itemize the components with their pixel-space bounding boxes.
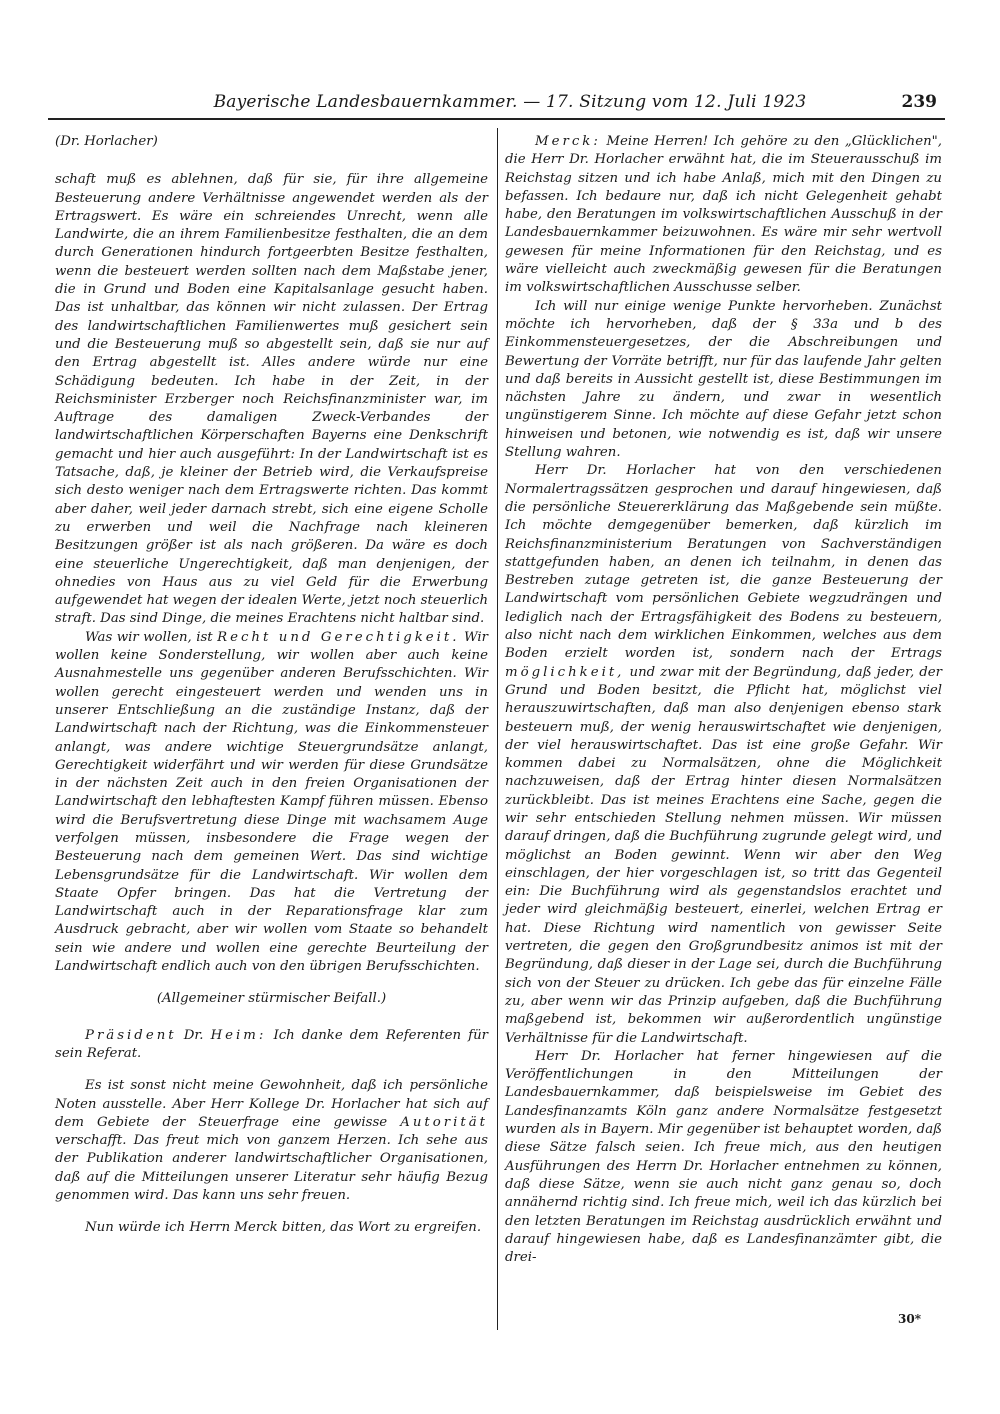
speaker-name: Merck:: [535, 134, 601, 149]
paragraph: Herr Dr. Horlacher hat von den verschiedenen Normalertragssätzen gesprochen und darauf hingewiesen, daß die persönliche Steuererklärung das Maßgebende sein müßte. Ich möchte demgegenüber bemerken, daß kürzlich im Reichsfinanzministerium Beratungen von Sachverständigen stattgefunden haben, an denen ich teilnahm, in denen das Bestreben zutage getreten ist, die ganze Besteuerung der Landwirtschaft vom persönlichen Gebiete wegzudrängen und lediglich nach der Ertragsfähigkeit des Bodens zu besteuern, also nicht nach dem wirklichen Einkommen, welches aus dem Boden erzielt worden ist, sondern nach der Ertrags möglichkeit, und zwar mit der Begründung, daß jeder, der Grund und Boden besitzt, die Pflicht hat, möglichst viel herauszuwirtschaften, daß man also denjenigen ebenso stark besteuern muß, der wenig herauswirtschaftet wie denjenigen, der viel herauswirtschaftet. Das ist eine große Gefahr. Wir kommen dabei zu Normalsätzen, ohne die Möglichkeit nachzuweisen, daß der Ertrag hinter diesen Normalsätzen zurückbleibt. Das ist meines Erachtens eine Sache, gegen die wir sehr entschieden Stellung nehmen müssen. Wir müssen darauf dringen, daß die Buchführung zugrunde gelegt wird, und möglichst an Boden gewinnt. Wenn wir aber den Weg einschlagen, der hier vorgeschlagen ist, so tritt das Gegenteil ein: Die Buchführung wird als gegenstandslos erachtet und jeder wird gleichmäßig besteuert, einerlei, welchen Ertrag er hat. Diese Richtung wird namentlich von gewisser Seite vertreten, die gegen den Großgrundbesitz animos ist mit der Begründung, daß dieser in der Lage sei, durch die Buchführung sich von der Steuer zu drücken. Ich gebe das für einzelne Fälle zu, aber wenn wir das Prinzip aufgeben, daß die Buchführung maßgebend ist, bekommen wir außerordentlich ungünstige Verhältnisse für die Landwirtschaft.: [505, 463, 943, 1046]
emphasized-text: Autorität: [400, 1114, 489, 1130]
column-divider: [497, 128, 498, 1330]
page-number: 239: [901, 92, 937, 112]
paragraph: schaft muß es ablehnen, daß für sie, für ihre allgemeine Besteuerung andere Verhältnisse angewendet werden als der Ertragswert. Es wäre ein schreiendes Unrecht, wenn alle Landwirte, die an ihrem Familienbesitze festhalten, die an dem durch Generationen hindurch fortgeerbten Besitze festhalten, wenn die besteuert werden sollten nach dem Maßstabe jener, die in Grund und Boden eine Kapitalsanlage gesucht haben. Das ist unhaltbar, das können wir nicht zulassen. Der Ertrag des landwirtschaftlichen Familienwertes muß gesichert sein und die Besteuerung muß so abgestellt sein, daß sie nur auf den Ertrag abgestellt ist. Alles andere würde nur eine Schädigung bedeuten. Ich habe in der Zeit, in der Reichsminister Erzberger noch Reichsfinanzminister war, im Auftrage des damaligen Zweck-Verbandes der landwirtschaftlichen Körperschaften Bayerns eine Denkschrift gemacht und hier auch ausgeführt: In der Landwirtschaft ist es Tatsache, daß, je kleiner der Betrieb wird, die Verkaufspreise sich desto weniger nach dem Ertragswerte richten. Das kommt aber daher, weil jeder darnach strebt, sich eine eigene Scholle zu erwerben und weil die Nachfrage nach kleineren Besitzungen größer ist als nach größeren. Da wäre es doch eine steuerliche Ungerechtigkeit, daß man denjenigen, der ohnedies von Haus aus zu viel Geld für die Erwerbung aufgewendet hat wegen der idealen Werte, jetzt noch steuerlich straft. Das sind Dinge, die meines Erachtens nicht haltbar sind.: [55, 172, 489, 627]
paragraph: Ich will nur einige wenige Punkte hervorheben. Zunächst möchte ich hervorheben, daß der § 33a und b des Einkommensteuergesetzes, der die Abschreibungen und Bewertung der Vorräte betrifft, nur für das laufende Jahr gelten und daß bereits in Aussicht gestellt ist, diese Bestimmungen im nächsten Jahre zu ändern, und zwar in wesentlich ungünstigerem Sinne. Ich möchte auf diese Gefahr jetzt schon hinweisen und betonen, wie notwendig es ist, daß wir unsere Stellung wahren.: [505, 298, 942, 461]
paragraph: Herr Dr. Horlacher hat ferner hingewiesen auf die Veröffentlichungen in den Mitteilungen der Landesbauernkammer, daß beispielsweise im Gebiet des Landesfinanzamts Köln ganz andere Normalsätze festgesetzt wurden als in Bayern. Mir gegenüber ist behauptet worden, daß diese Sätze falsch seien. Ich freue mich, aus den heutigen Ausführungen des Herrn Dr. Horlacher entnehmen zu können, daß diese Sätze, wenn sie auch nicht ganz genau so, doch annähernd richtig sind. Ich freue mich, weil ich das kürzlich bei den letzten Beratungen im Reichstag ausdrücklich erwähnt und darauf hingewiesen habe, daß es Landesfinanzämter gibt, die drei-: [505, 1048, 942, 1266]
speaker-name: Heim:: [210, 1027, 267, 1043]
printer-signature: 30*: [898, 1312, 921, 1326]
emphasized-text: möglichkeit,: [505, 664, 625, 680]
right-column: [505, 133, 942, 1267]
paragraph: Nun würde ich Herrn Merck bitten, das Wort zu ergreifen.: [85, 1220, 482, 1236]
header-rule: [48, 118, 945, 120]
paragraph: Was wir wollen, ist Recht und Gerechtigkeit. Wir wollen keine Sonderstellung, wir wollen aber auch keine Ausnahmestelle uns gegenüber anderen Berufsschichten. Wir wollen gerecht eingesteuert werden und wenden uns in unserer Entschließung an die zuständige Instanz, daß der Landwirtschaft nach der Richtung, was die Einkommensteuer anlangt, was andere wichtige Steuergrundsätze anlangt, Gerechtigkeit widerfährt und wir werden für diese Grundsätze in der nächsten Zeit auch in den freien Organisationen der Landwirtschaft den lebhaftesten Kampf führen müssen. Ebenso wird die Berufsvertretung diese Dinge mit wachsamem Auge verfolgen müssen, insbesondere die Frage wegen der Besteuerung nach dem gemeinen Wert. Das sind wichtige Lebensgrundsätze für die Landwirtschaft. Wir wollen dem Staate Opfer bringen. Das hat die Vertretung der Landwirtschaft auch in der Reparationsfrage klar zum Ausdruck gebracht, aber wir wollen vom Staate so behandelt sein wie andere und wollen eine gerechte Beurteilung der Landwirtschaft endlich auch von den übrigen Berufsschichten.: [55, 629, 488, 975]
emphasized-text: Recht und Gerechtigkeit.: [217, 629, 460, 645]
running-title: Bayerische Landesbauernkammer. — 17. Sitzung vom 12. Juli 1923: [213, 92, 807, 112]
paragraph: Präsident Dr. Heim: Ich danke dem Referenten für sein Referat.: [55, 1027, 488, 1061]
paragraph: Merck: Meine Herren! Ich gehöre zu den „Glücklichen", die Herr Dr. Horlacher erwähnt hat, die im Steuerausschuß im Reichstag sitzen und ich habe Anlaß, mich mit den Dingen zu befassen. Ich bedaure nur, daß ich nicht Gelegenheit gehabt habe, den Beratungen im volkswirtschaftlichen Ausschuß in der Landesbauernkammer beizuwohnen. Es wäre mir sehr wertvoll gewesen für meine Informationen für den Reichstag, und es wäre vielleicht auch zweckmäßig gewesen für die Beratungen im volkswirtschaftlichen Ausschusse selber.: [505, 134, 943, 296]
paragraph: Es ist sonst nicht meine Gewohnheit, daß ich persönliche Noten ausstelle. Aber Herr Kollege Dr. Horlacher hat sich auf dem Gebiete der Steuerfrage eine gewisse Autorität verschafft. Das freut mich von ganzem Herzen. Ich sehe aus der Publikation anderer landwirtschaftlicher Organisationen, daß auf die Mitteilungen unserer Literatur sehr häufig Bezug genommen wird. Das kann uns sehr freuen.: [55, 1078, 489, 1204]
speaker-reference: (Dr. Horlacher): [55, 134, 158, 149]
page-header: [50, 92, 945, 118]
applause-note: (Allgemeiner stürmischer Beifall.): [156, 991, 387, 1007]
left-column: [55, 133, 488, 1238]
speaker-name: Präsident: [85, 1027, 177, 1043]
